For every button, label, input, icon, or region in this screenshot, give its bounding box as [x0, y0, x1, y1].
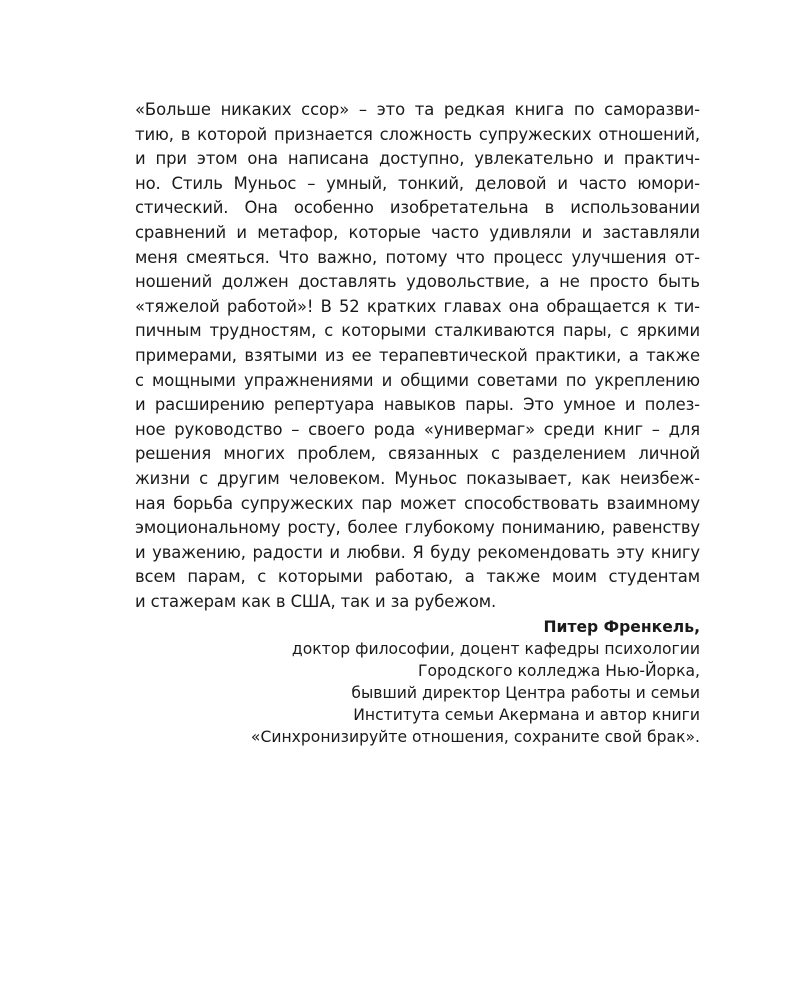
reviewer-credential: доктор философии, доцент кафедры психологии: [291, 640, 700, 659]
review-line: всем парам, с которыми работаю, а также моим студентам: [135, 567, 700, 587]
review-line: жизни с другим человеком. Муньос показывает, как неизбеж-: [135, 468, 700, 488]
review-line: но. Стиль Муньос – умный, тонкий, деловой и часто юмори-: [135, 173, 700, 193]
review-line: «тяжелой работой»! В 52 кратких главах она обращается к ти-: [135, 296, 700, 316]
reviewer-name: Питер Френкель,: [543, 618, 700, 637]
review-line: ношений должен доставлять удовольствие, а не просто быть: [135, 272, 700, 292]
reviewer-credential: бывший директор Центра работы и семьи: [351, 684, 700, 703]
review-line: эмоциональному росту, более глубокому пониманию, равенству: [135, 518, 700, 538]
review-line: ное руководство – своего рода «универмаг» среди книг – для: [135, 419, 700, 439]
review-line: и уважению, радости и любви. Я буду рекомендовать эту книгу: [135, 542, 700, 562]
review-line: тию, в которой признается сложность супружеских отношений,: [135, 124, 700, 144]
review-line: решения многих проблем, связанных с разделением личной: [135, 444, 700, 464]
review-line: ная борьба супружеских пар может способствовать взаимному: [135, 493, 700, 513]
book-page: [135, 98, 700, 748]
review-line: и стажерам как в США, так и за рубежом.: [135, 591, 497, 611]
review-line: примерами, взятыми из ее терапевтической практики, а также: [135, 345, 700, 365]
review-line: и расширению репертуара навыков пары. Это умное и полез-: [135, 395, 700, 415]
review-text: [135, 98, 700, 614]
review-line: меня смеяться. Что важно, потому что процесс улучшения от-: [135, 247, 700, 267]
review-line: и при этом она написана доступно, увлекательно и практич-: [135, 149, 700, 169]
review-line: «Больше никаких ссор» – это та редкая книга по саморазви-: [135, 100, 700, 119]
review-line: пичным трудностям, с которыми сталкиваются пары, с яркими: [135, 321, 700, 341]
review-line: стический. Она особенно изобретательна в использовании: [135, 198, 700, 218]
reviewer-signature: [135, 616, 700, 748]
review-line: сравнений и метафор, которые часто удивляли и заставляли: [135, 222, 700, 242]
reviewer-credential: Института семьи Акермана и автор книги: [353, 706, 700, 725]
review-line: с мощными упражнениями и общими советами по укреплению: [135, 370, 700, 390]
reviewer-credential: Городского колледжа Нью-Йорка,: [417, 662, 700, 681]
reviewer-book-title: «Синхронизируйте отношения, сохраните свой брак».: [250, 728, 700, 747]
